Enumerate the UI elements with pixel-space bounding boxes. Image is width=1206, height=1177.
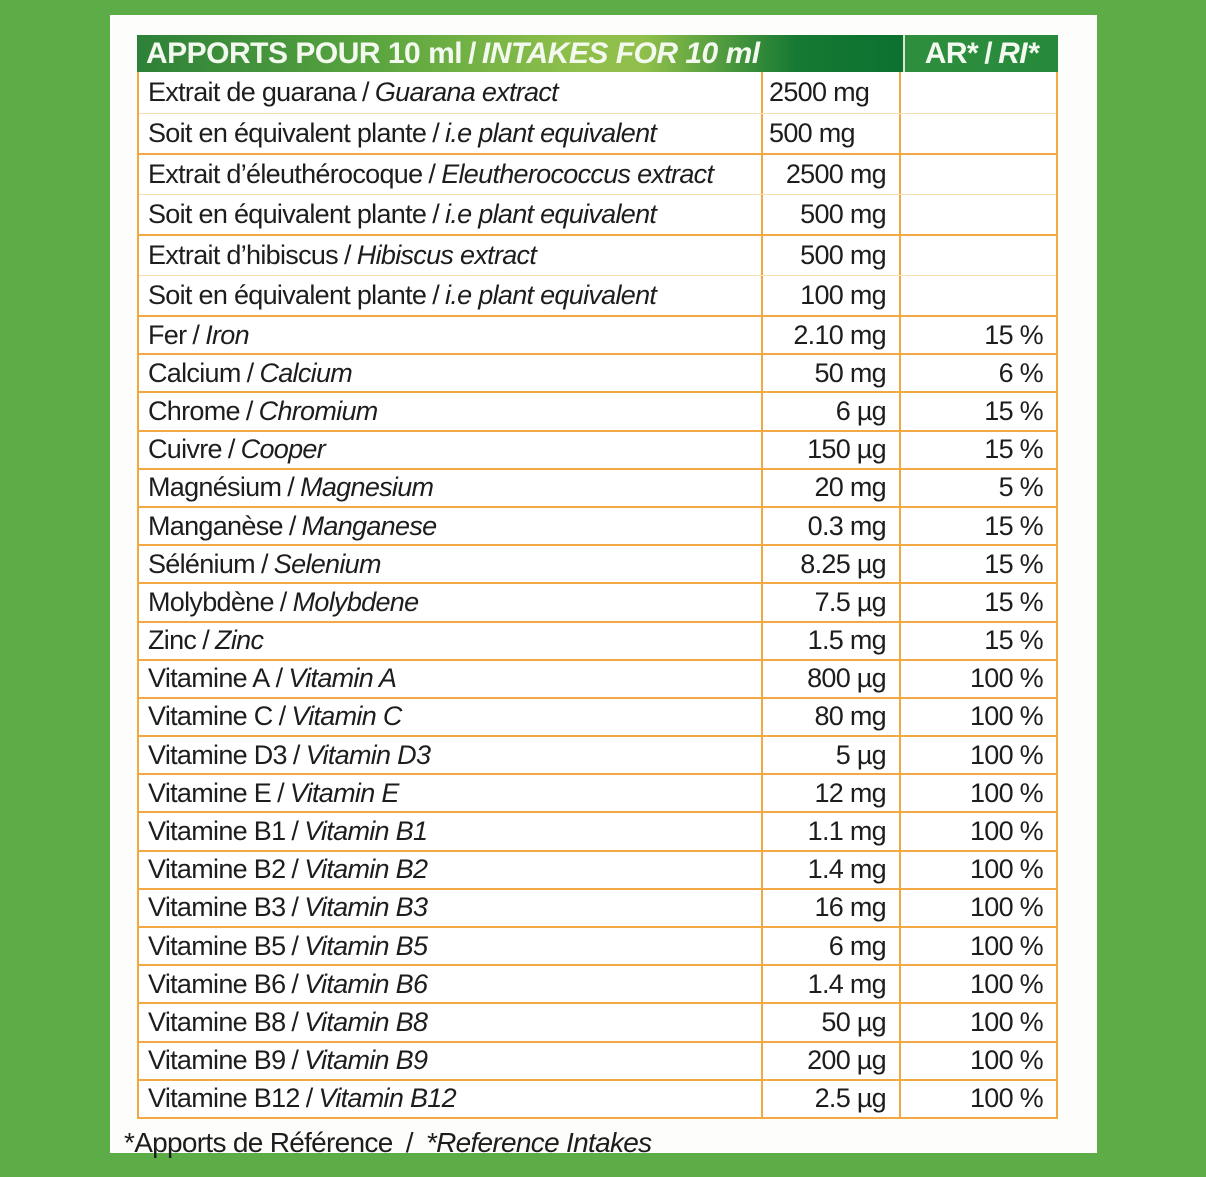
ingredient-separator: / bbox=[362, 76, 369, 107]
ingredient-cell bbox=[139, 775, 763, 811]
amount-cell: 50 µg bbox=[763, 1004, 901, 1040]
ingredient-name-fr: Vitamine B12 bbox=[148, 1083, 300, 1114]
ri-percent-cell: 100 % bbox=[969, 1045, 1043, 1076]
amount-cell: 1.4 mg bbox=[763, 852, 901, 888]
ri-percent-cell: 6 % bbox=[998, 357, 1043, 388]
ingredient-cell bbox=[139, 699, 763, 735]
ingredient-separator: / bbox=[432, 117, 440, 148]
ingredient-name-fr: Molybdène bbox=[148, 586, 274, 617]
ingredient-name-en: Iron bbox=[205, 319, 249, 350]
ingredient-name-fr: Sélénium bbox=[148, 548, 255, 579]
table-row bbox=[139, 153, 1056, 194]
ri-percent-cell bbox=[901, 155, 1056, 194]
table-row bbox=[139, 1079, 1056, 1117]
header-ri-cell bbox=[903, 35, 1058, 72]
table-row bbox=[139, 1002, 1056, 1040]
ingredient-name-fr: Vitamine B5 bbox=[148, 930, 286, 961]
table-row bbox=[139, 391, 1056, 429]
table-row bbox=[139, 234, 1056, 275]
ingredient-cell bbox=[139, 393, 763, 429]
ingredient-separator: / bbox=[278, 701, 286, 732]
ri-percent-cell: 100 % bbox=[969, 854, 1043, 885]
table-row bbox=[139, 888, 1056, 926]
ingredient-separator: / bbox=[291, 854, 299, 885]
header-ri-separator: / bbox=[984, 36, 993, 70]
ingredient-name-en: Vitamin B3 bbox=[304, 892, 428, 923]
ingredient-name-en: Calcium bbox=[259, 357, 353, 388]
ingredient-name-fr: Vitamine A bbox=[148, 663, 270, 694]
footnote bbox=[124, 1127, 1097, 1159]
ingredient-name-en: Vitamin D3 bbox=[305, 739, 431, 770]
amount-cell: 16 mg bbox=[763, 890, 901, 926]
amount-cell: 2.10 mg bbox=[763, 317, 901, 353]
ingredient-cell bbox=[139, 1081, 763, 1117]
ingredient-separator: / bbox=[432, 279, 440, 310]
ingredient-separator: / bbox=[227, 434, 235, 465]
ri-percent-cell: 15 % bbox=[984, 319, 1043, 350]
ingredient-name-en: Vitamin B1 bbox=[304, 816, 428, 847]
ingredient-name-en: Zinc bbox=[215, 625, 264, 656]
ri-percent-cell: 100 % bbox=[969, 930, 1043, 961]
table-row bbox=[139, 72, 1056, 113]
ingredient-cell bbox=[139, 852, 763, 888]
ingredient-cell bbox=[139, 1004, 763, 1040]
ingredient-separator: / bbox=[277, 777, 284, 808]
amount-cell: 6 mg bbox=[763, 928, 901, 964]
ingredient-name-en: Vitamin A bbox=[288, 663, 397, 694]
ingredient-name-fr: Fer bbox=[148, 319, 187, 350]
amount-cell: 500 mg bbox=[763, 236, 901, 275]
ri-percent-cell: 15 % bbox=[984, 586, 1043, 617]
ingredient-cell bbox=[139, 661, 763, 697]
ri-percent-cell: 15 % bbox=[984, 510, 1043, 541]
ingredient-cell bbox=[139, 546, 763, 582]
ingredient-cell bbox=[139, 236, 763, 275]
label-sheet bbox=[110, 15, 1097, 1158]
ingredient-separator: / bbox=[305, 1083, 313, 1114]
table-row bbox=[139, 315, 1056, 353]
ingredient-separator: / bbox=[287, 472, 295, 503]
header-title-fr: APPORTS POUR 10 ml bbox=[146, 36, 463, 70]
footnote-separator: / bbox=[405, 1126, 413, 1158]
ingredient-name-en: Hibiscus extract bbox=[356, 239, 537, 270]
ingredient-name-fr: Vitamine E bbox=[148, 777, 272, 808]
amount-cell: 2500 mg bbox=[763, 72, 901, 113]
table-row bbox=[139, 194, 1056, 235]
ingredient-separator: / bbox=[291, 930, 299, 961]
ingredient-separator: / bbox=[275, 663, 283, 694]
ingredient-name-fr: Manganèse bbox=[148, 510, 283, 541]
ingredient-name-fr: Vitamine B9 bbox=[148, 1045, 286, 1076]
ingredient-name-en: Vitamin B8 bbox=[304, 1006, 428, 1037]
table-row bbox=[139, 926, 1056, 964]
ingredient-name-en: Molybdene bbox=[292, 586, 419, 617]
ingredient-cell bbox=[139, 623, 763, 659]
header-title-en: INTAKES FOR 10 ml bbox=[481, 36, 760, 70]
ri-percent-cell: 100 % bbox=[969, 1006, 1043, 1037]
ingredient-cell bbox=[139, 1043, 763, 1079]
table-row bbox=[139, 468, 1056, 506]
ingredient-separator: / bbox=[432, 198, 440, 229]
ingredient-cell bbox=[139, 72, 763, 113]
table-row bbox=[139, 275, 1056, 316]
ingredient-cell bbox=[139, 155, 763, 194]
header-title-cell bbox=[137, 35, 903, 72]
amount-cell: 6 µg bbox=[763, 393, 901, 429]
ingredient-cell bbox=[139, 737, 763, 773]
ingredient-separator: / bbox=[246, 357, 254, 388]
ingredient-name-fr: Soit en équivalent plante bbox=[148, 117, 427, 148]
ingredient-name-en: i.e plant equivalent bbox=[445, 279, 657, 310]
amount-cell: 0.3 mg bbox=[763, 508, 901, 544]
ingredient-cell bbox=[139, 355, 763, 391]
ri-percent-cell: 15 % bbox=[984, 434, 1043, 465]
ri-percent-cell: 100 % bbox=[969, 816, 1043, 847]
table-row bbox=[139, 353, 1056, 391]
header-ar-label: AR* bbox=[924, 36, 979, 70]
ingredient-name-en: Vitamin E bbox=[289, 777, 399, 808]
table-row bbox=[139, 850, 1056, 888]
ingredient-name-en: Vitamin B9 bbox=[304, 1045, 428, 1076]
ingredient-name-fr: Cuivre bbox=[148, 434, 222, 465]
amount-cell: 50 mg bbox=[763, 355, 901, 391]
ri-percent-cell bbox=[901, 114, 1056, 154]
table-body bbox=[137, 72, 1058, 1119]
amount-cell: 20 mg bbox=[763, 470, 901, 506]
ri-percent-cell: 15 % bbox=[984, 625, 1043, 656]
ingredient-name-fr: Soit en équivalent plante bbox=[148, 198, 427, 229]
ri-percent-cell: 100 % bbox=[969, 968, 1043, 999]
ingredient-separator: / bbox=[288, 510, 296, 541]
ingredient-separator: / bbox=[192, 319, 200, 350]
ingredient-name-en: Manganese bbox=[301, 510, 437, 541]
ingredient-cell bbox=[139, 584, 763, 620]
amount-cell: 500 mg bbox=[763, 114, 901, 154]
amount-cell: 1.4 mg bbox=[763, 966, 901, 1002]
ingredient-name-fr: Soit en équivalent plante bbox=[148, 279, 427, 310]
ri-percent-cell: 100 % bbox=[969, 663, 1043, 694]
table-row bbox=[139, 582, 1056, 620]
ingredient-separator: / bbox=[291, 816, 299, 847]
ingredient-cell bbox=[139, 195, 763, 235]
amount-cell: 80 mg bbox=[763, 699, 901, 735]
table-row bbox=[139, 659, 1056, 697]
table-row bbox=[139, 735, 1056, 773]
ingredient-name-en: Selenium bbox=[273, 548, 381, 579]
footnote-fr: *Apports de Référence bbox=[124, 1126, 393, 1158]
ingredient-separator: / bbox=[291, 1045, 299, 1076]
amount-cell: 500 mg bbox=[763, 195, 901, 235]
ingredient-name-en: i.e plant equivalent bbox=[445, 117, 657, 148]
table-row bbox=[139, 697, 1056, 735]
ingredient-name-fr: Vitamine B3 bbox=[148, 892, 286, 923]
ingredient-name-fr: Extrait d’hibiscus bbox=[148, 239, 338, 270]
amount-cell: 1.1 mg bbox=[763, 813, 901, 849]
amount-cell: 2500 mg bbox=[763, 155, 901, 194]
amount-cell: 800 µg bbox=[763, 661, 901, 697]
ingredient-name-en: Vitamin B5 bbox=[304, 930, 428, 961]
ingredient-separator: / bbox=[279, 586, 287, 617]
table-row bbox=[139, 430, 1056, 468]
ingredient-cell bbox=[139, 317, 763, 353]
table-row bbox=[139, 964, 1056, 1002]
ingredient-name-fr: Vitamine B6 bbox=[148, 968, 286, 999]
ingredient-cell bbox=[139, 276, 763, 316]
table-row bbox=[139, 544, 1056, 582]
ri-percent-cell: 100 % bbox=[969, 739, 1043, 770]
nutrition-table bbox=[137, 35, 1058, 1119]
ingredient-name-fr: Vitamine B1 bbox=[148, 816, 286, 847]
ingredient-separator: / bbox=[245, 395, 253, 426]
ri-percent-cell: 100 % bbox=[969, 701, 1043, 732]
ingredient-cell bbox=[139, 470, 763, 506]
ri-percent-cell bbox=[901, 276, 1056, 316]
ingredient-name-en: Chromium bbox=[258, 395, 378, 426]
ingredient-name-en: Guarana extract bbox=[374, 76, 558, 107]
ingredient-name-fr: Vitamine D3 bbox=[148, 739, 287, 770]
ingredient-separator: / bbox=[260, 548, 268, 579]
ingredient-cell bbox=[139, 928, 763, 964]
ingredient-name-en: Magnesium bbox=[300, 472, 434, 503]
ri-percent-cell: 5 % bbox=[998, 472, 1043, 503]
ingredient-name-fr: Vitamine B8 bbox=[148, 1006, 286, 1037]
ingredient-separator: / bbox=[291, 1006, 299, 1037]
table-row bbox=[139, 621, 1056, 659]
ingredient-separator: / bbox=[428, 158, 436, 189]
ingredient-name-en: i.e plant equivalent bbox=[445, 198, 657, 229]
ri-percent-cell bbox=[901, 195, 1056, 235]
ingredient-cell bbox=[139, 508, 763, 544]
header-title-separator: / bbox=[468, 36, 476, 70]
table-row bbox=[139, 773, 1056, 811]
ingredient-cell bbox=[139, 114, 763, 154]
ingredient-name-en: Cooper bbox=[240, 434, 325, 465]
ingredient-name-fr: Zinc bbox=[148, 625, 197, 656]
ingredient-name-en: Vitamin B12 bbox=[318, 1083, 456, 1114]
header-ri-label: RI* bbox=[998, 36, 1039, 70]
ri-percent-cell: 15 % bbox=[984, 548, 1043, 579]
ingredient-name-en: Eleutherococcus extract bbox=[441, 158, 714, 189]
ingredient-name-en: Vitamin B2 bbox=[304, 854, 428, 885]
table-header-row bbox=[137, 35, 1058, 72]
ingredient-separator: / bbox=[291, 968, 299, 999]
ri-percent-cell: 15 % bbox=[984, 395, 1043, 426]
ingredient-name-fr: Magnésium bbox=[148, 472, 282, 503]
ri-percent-cell bbox=[901, 236, 1056, 275]
ri-percent-cell: 100 % bbox=[969, 1083, 1043, 1114]
amount-cell: 150 µg bbox=[763, 432, 901, 468]
table-row bbox=[139, 1041, 1056, 1079]
table-row bbox=[139, 113, 1056, 154]
ingredient-cell bbox=[139, 966, 763, 1002]
ingredient-separator: / bbox=[202, 625, 210, 656]
ingredient-cell bbox=[139, 813, 763, 849]
ingredient-name-fr: Extrait d’éleuthérocoque bbox=[148, 158, 423, 189]
amount-cell: 5 µg bbox=[763, 737, 901, 773]
ingredient-name-fr: Chrome bbox=[148, 395, 240, 426]
ingredient-name-en: Vitamin B6 bbox=[304, 968, 428, 999]
ri-percent-cell: 100 % bbox=[969, 892, 1043, 923]
ingredient-separator: / bbox=[291, 892, 299, 923]
ingredient-cell bbox=[139, 890, 763, 926]
amount-cell: 200 µg bbox=[763, 1043, 901, 1079]
table-row bbox=[139, 506, 1056, 544]
ingredient-separator: / bbox=[343, 239, 351, 270]
amount-cell: 2.5 µg bbox=[763, 1081, 901, 1117]
ingredient-name-fr: Vitamine B2 bbox=[148, 854, 286, 885]
ingredient-name-fr: Calcium bbox=[148, 357, 241, 388]
ri-percent-cell: 100 % bbox=[969, 777, 1043, 808]
amount-cell: 12 mg bbox=[763, 775, 901, 811]
amount-cell: 7.5 µg bbox=[763, 584, 901, 620]
ingredient-name-fr: Extrait de guarana bbox=[148, 76, 357, 107]
ingredient-name-fr: Vitamine C bbox=[148, 701, 273, 732]
amount-cell: 8.25 µg bbox=[763, 546, 901, 582]
amount-cell: 1.5 mg bbox=[763, 623, 901, 659]
table-row bbox=[139, 811, 1056, 849]
ri-percent-cell bbox=[901, 72, 1056, 113]
ingredient-separator: / bbox=[292, 739, 300, 770]
ingredient-cell bbox=[139, 432, 763, 468]
amount-cell: 100 mg bbox=[763, 276, 901, 316]
ingredient-name-en: Vitamin C bbox=[291, 701, 402, 732]
footnote-en: *Reference Intakes bbox=[425, 1126, 652, 1158]
